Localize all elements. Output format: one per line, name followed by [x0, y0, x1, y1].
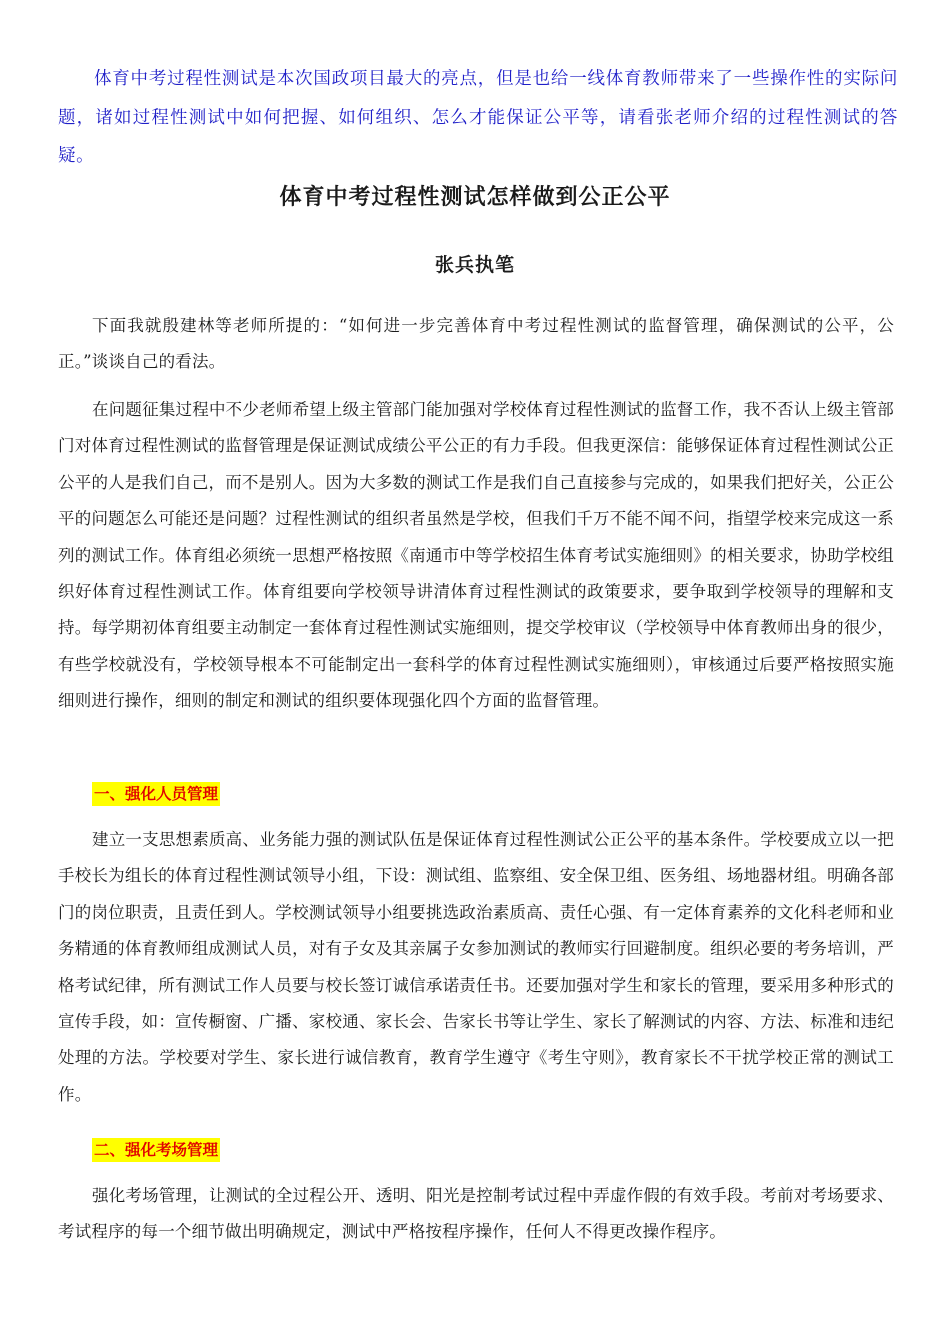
intro-note: 体育中考过程性测试是本次国政项目最大的亮点，但是也给一线体育教师带来了一些操作性的实际问题，诸如过程性测试中如何把握、如何组织、怎么才能保证公平等，请看张老师介绍的过程性测试的答疑。	[58, 69, 898, 166]
article-title: 体育中考过程性测试怎样做到公正公平	[279, 185, 671, 210]
article-author: 张兵执笔	[434, 254, 515, 276]
body-paragraph-2: 在问题征集过程中不少老师希望上级主管部门能加强对学校体育过程性测试的监督工作，我不否认上级主管部门对体育过程性测试的监督管理是保证测试成绩公平公正的有力手段。但我更深信：能够保证体育过程性测试公正公平的人是我们自己，而不是别人。因为大多数的测试工作是我们自己直接参与完成的，如果我们把好关，公正公平的问题怎么可能还是问题？过程性测试的组织者虽然是学校，但我们千万不能不闻不问，指望学校来完成这一系列的测试工作。体育组必须统一思想严格按照《南通市中等学校招生体育考试实施细则》的相关要求，协助学校组织好体育过程性测试工作。体育组要向学校领导讲清体育过程性测试的政策要求，要争取到学校领导的理解和支持。每学期初体育组要主动制定一套体育过程性测试实施细则，提交学校审议（学校领导中体育教师出身的很少，有些学校就没有，学校领导根本不可能制定出一套科学的体育过程性测试实施细则），审核通过后要严格按照实施细则进行操作，细则的制定和测试的组织要体现强化四个方面的监督管理。	[58, 400, 894, 711]
section-heading-exam-venue: 二、强化考场管理	[92, 1138, 220, 1162]
body-paragraph-4: 强化考场管理，让测试的全过程公开、透明、阳光是控制考试过程中弄虚作假的有效手段。考前对考场要求、考试程序的每一个细节做出明确规定，测试中严格按程序操作，任何人不得更改操作程序。	[58, 1186, 894, 1242]
body-paragraph-3: 建立一支思想素质高、业务能力强的测试队伍是保证体育过程性测试公正公平的基本条件。学校要成立以一把手校长为组长的体育过程性测试领导小组，下设：测试组、监察组、安全保卫组、医务组、场地器材组。明确各部门的岗位职责，且责任到人。学校测试领导小组要挑选政治素质高、责任心强、有一定体育素养的文化科老师和业务精通的体育教师组成测试人员，对有子女及其亲属子女参加测试的教师实行回避制度。组织必要的考务培训，严格考试纪律，所有测试工作人员要与校长签订诚信承诺责任书。还要加强对学生和家长的管理，要采用多种形式的宣传手段，如：宣传橱窗、广播、家校通、家长会、告家长书等让学生、家长了解测试的内容、方法、标准和违纪处理的方法。学校要对学生、家长进行诚信教育，教育学生遵守《考生守则》，教育家长不干扰学校正常的测试工作。	[58, 830, 894, 1104]
section-heading-personnel: 一、强化人员管理	[92, 782, 220, 806]
body-paragraph-1: 下面我就殷建林等老师所提的：“如何进一步完善体育中考过程性测试的监督管理，确保测试的公平，公正。”谈谈自己的看法。	[58, 316, 894, 372]
